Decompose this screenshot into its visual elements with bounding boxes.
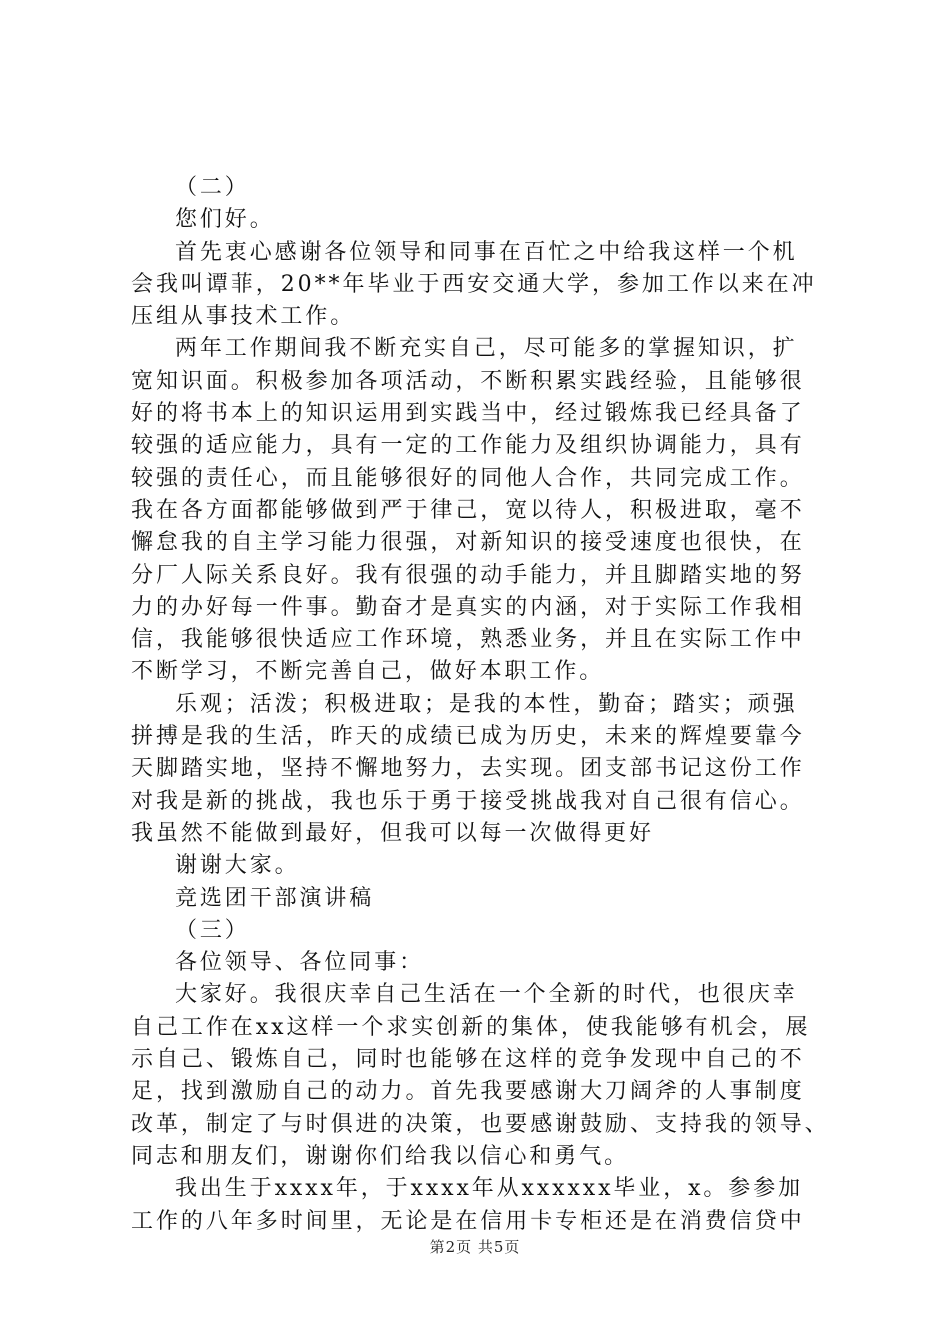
text-line: 工作的八年多时间里，无论是在信用卡专柜还是在消费信贷中 bbox=[131, 1208, 805, 1234]
text-line: 大家好。我很庆幸自己生活在一个全新的时代，也很庆幸 bbox=[175, 982, 798, 1008]
text-line: 我在各方面都能够做到严于律己，宽以待人，积极进取，毫不 bbox=[131, 497, 805, 523]
text-line: 好的将书本上的知识运用到实践当中，经过锻炼我已经具备了 bbox=[131, 401, 805, 427]
text-line: 宽知识面。积极参加各项活动，不断积累实践经验，且能够很 bbox=[131, 368, 805, 394]
text-line: 改革，制定了与时俱进的决策，也要感谢鼓励、支持我的领导、 bbox=[131, 1111, 830, 1137]
section-heading-2: （二） bbox=[175, 175, 250, 200]
text-line: 较强的责任心，而且能够很好的同他人合作，共同完成工作。 bbox=[131, 465, 805, 491]
text-line: 示自己、锻炼自己，同时也能够在这样的竞争发现中自己的不 bbox=[131, 1047, 805, 1073]
page-number-footer: 第2页 共5页 bbox=[429, 1238, 521, 1256]
text-line: 首先衷心感谢各位领导和同事在百忙之中给我这样一个机 bbox=[175, 239, 798, 265]
text-line: 两年工作期间我不断充实自己，尽可能多的掌握知识，扩 bbox=[175, 336, 798, 362]
text-line: 信，我能够很快适应工作环境，熟悉业务，并且在实际工作中 bbox=[131, 627, 805, 653]
text-line: 懈怠我的自主学习能力很强，对新知识的接受速度也很快，在 bbox=[131, 530, 805, 556]
salutation: 各位领导、各位同事： bbox=[175, 950, 425, 976]
text-line: 压组从事技术工作。 bbox=[131, 304, 356, 330]
text-line: 力的办好每一件事。勤奋才是真实的内涵，对于实际工作我相 bbox=[131, 594, 805, 620]
text-line: 分厂人际关系良好。我有很强的动手能力，并且脚踏实地的努 bbox=[131, 562, 805, 588]
text-line: 会我叫谭菲，20**年毕业于西安交通大学，参加工作以来在冲 bbox=[131, 271, 817, 297]
text-line: 我出生于xxxx年，于xxxx年从xxxxxx毕业，x。参参加 bbox=[175, 1176, 804, 1202]
text-line: 乐观；活泼；积极进取；是我的本性，勤奋；踏实；顽强 bbox=[175, 691, 798, 717]
section-heading-3: （三） bbox=[175, 917, 250, 943]
text-line: 较强的适应能力，具有一定的工作能力及组织协调能力，具有 bbox=[131, 433, 805, 459]
text-line: 拼搏是我的生活，昨天的成绩已成为历史，未来的辉煌要靠今 bbox=[131, 724, 805, 750]
text-line: 对我是新的挑战，我也乐于勇于接受挑战我对自己很有信心。 bbox=[131, 788, 805, 814]
greeting: 您们好。 bbox=[175, 207, 275, 233]
text-line: 天脚踏实地，坚持不懈地努力，去实现。团支部书记这份工作 bbox=[131, 756, 805, 782]
text-line: 同志和朋友们，谢谢你们给我以信心和勇气。 bbox=[131, 1143, 630, 1169]
speech-title: 竞选团干部演讲稿 bbox=[175, 885, 375, 911]
text-line: 不断学习，不断完善自己，做好本职工作。 bbox=[131, 659, 605, 685]
closing-thanks: 谢谢大家。 bbox=[175, 853, 300, 879]
text-line: 足，找到激励自己的动力。首先我要感谢大刀阔斧的人事制度 bbox=[131, 1079, 805, 1105]
text-line: 我虽然不能做到最好，但我可以每一次做得更好 bbox=[131, 820, 654, 846]
text-line: 自己工作在xx这样一个求实创新的集体，使我能够有机会，展 bbox=[131, 1014, 811, 1040]
document-body bbox=[131, 172, 831, 1238]
